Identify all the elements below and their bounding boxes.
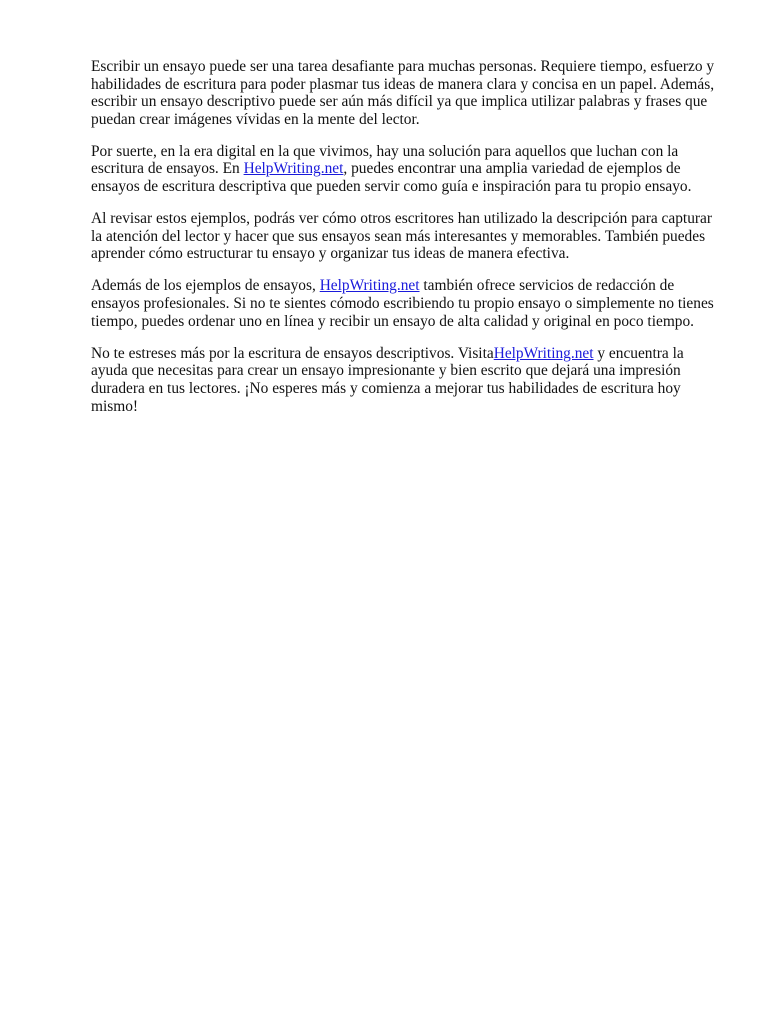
paragraph-closing bbox=[91, 345, 721, 415]
helpwriting-link-2[interactable]: HelpWriting.net bbox=[319, 277, 420, 295]
paragraph-intro bbox=[91, 58, 721, 128]
paragraph-services-text-before: Además de los ejemplos de ensayos, bbox=[91, 277, 320, 295]
paragraph-closing-text-after: y encuentra la ayuda que necesitas para crear un ensayo impresionante y bien escrito que dejará una impresión duradera en tus lectores. ¡No esperes más y comienza a mejorar tus habilidades de escritura hoy mismo! bbox=[91, 344, 684, 415]
paragraph-examples bbox=[91, 210, 721, 263]
helpwriting-link-3[interactable]: HelpWriting.net bbox=[493, 344, 594, 362]
helpwriting-link-1[interactable]: HelpWriting.net bbox=[243, 160, 344, 178]
paragraph-intro-text: Escribir un ensayo puede ser una tarea desafiante para muchas personas. Requiere tiempo, esfuerzo y habilidades de escritura para poder plasmar tus ideas de manera clara y concisa en un papel. Además, escribir un ensayo descriptivo puede ser aún más difícil ya que implica utilizar palabras y frases que puedan crear imágenes vívidas en la mente del lector. bbox=[91, 58, 715, 128]
paragraph-examples-text: Al revisar estos ejemplos, podrás ver cómo otros escritores han utilizado la descripción para capturar la atención del lector y hacer que sus ensayos sean más interesantes y memorables. También puedes aprender cómo estructurar tu ensayo y organizar tus ideas de manera efectiva. bbox=[91, 210, 712, 263]
document-body bbox=[91, 58, 721, 430]
paragraph-services-text-after: también ofrece servicios de redacción de ensayos profesionales. Si no te sientes cómodo escribiendo tu propio ensayo o simplemente no tienes tiempo, puedes ordenar uno en línea y recibir un ensayo de alta calidad y original en poco tiempo. bbox=[91, 277, 714, 330]
paragraph-digital-era-text-after: , puedes encontrar una amplia variedad de ejemplos de ensayos de escritura descriptiva que pueden servir como guía e inspiración para tu propio ensayo. bbox=[91, 160, 692, 196]
paragraph-digital-era bbox=[91, 143, 721, 196]
paragraph-services bbox=[91, 277, 721, 330]
paragraph-digital-era-text-before: Por suerte, en la era digital en la que vivimos, hay una solución para aquellos que luchan con la escritura de ensayos. En bbox=[91, 142, 679, 178]
paragraph-closing-text-before: No te estreses más por la escritura de ensayos descriptivos. Visita bbox=[91, 344, 494, 362]
